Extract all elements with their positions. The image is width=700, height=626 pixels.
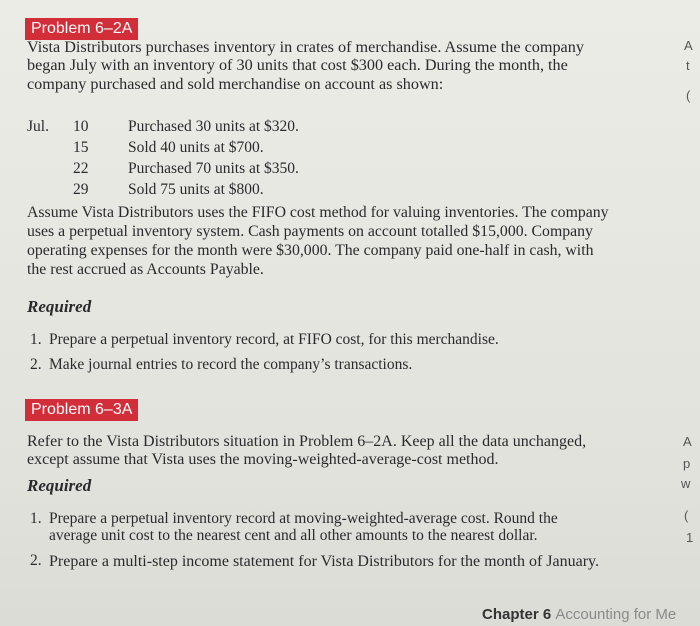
- edge-fragment: A: [683, 434, 692, 449]
- problem-6-3a-heading: Problem 6–3A: [25, 399, 138, 421]
- required-number: 2.: [30, 356, 42, 373]
- problem-6-2a-heading: Problem 6–2A: [25, 18, 138, 40]
- transaction-day: 29: [73, 181, 89, 198]
- transaction-day: 10: [73, 118, 89, 135]
- chapter-footer: [482, 606, 676, 623]
- required-heading: Required: [27, 297, 92, 316]
- edge-fragment: w: [681, 476, 691, 491]
- transaction-text: Sold 75 units at $800.: [128, 181, 264, 198]
- transaction-text: Purchased 30 units at $320.: [128, 118, 299, 135]
- intro-line: except assume that Vista uses the moving-weighted-average-cost method.: [27, 451, 499, 469]
- assume-line: operating expenses for the month were $30,000. The company paid one-half in cash, with: [27, 242, 594, 259]
- required-item-line: Prepare a perpetual inventory record at moving-weighted-average cost. Round the: [49, 510, 558, 527]
- intro-line: Vista Distributors purchases inventory in crates of merchandise. Assume the company: [27, 38, 584, 56]
- required-item-line: average unit cost to the nearest cent and all other amounts to the nearest dollar.: [49, 527, 538, 544]
- intro-line: company purchased and sold merchandise on account as shown:: [27, 74, 444, 93]
- required-number: 1.: [30, 331, 42, 348]
- required-item: Prepare a multi-step income statement for Vista Distributors for the month of January.: [49, 553, 600, 570]
- transaction-day: 22: [73, 160, 89, 177]
- transaction-text: Sold 40 units at $700.: [128, 139, 264, 156]
- intro-line: Refer to the Vista Distributors situation in Problem 6–2A. Keep all the data unchanged,: [27, 433, 587, 450]
- transaction-month: Jul.: [27, 118, 49, 135]
- transaction-text: Purchased 70 units at $350.: [128, 160, 299, 177]
- edge-fragment: p: [683, 456, 691, 471]
- required-item: [49, 510, 664, 544]
- assume-line: Assume Vista Distributors uses the FIFO cost method for valuing inventories. The company: [27, 204, 609, 221]
- edge-fragment: t: [686, 58, 690, 73]
- edge-fragment: (: [684, 508, 689, 523]
- required-item: Make journal entries to record the company’s transactions.: [49, 356, 413, 373]
- assume-line: the rest accrued as Accounts Payable.: [27, 261, 264, 278]
- problem-6-2a-intro: [27, 38, 667, 93]
- required-item: Prepare a perpetual inventory record, at FIFO cost, for this merchandise.: [49, 331, 499, 348]
- intro-line: began July with an inventory of 30 units that cost $300 each. During the month, the: [27, 56, 568, 75]
- required-number: 1.: [30, 510, 42, 527]
- required-heading: Required: [27, 476, 92, 495]
- edge-fragment: (: [686, 88, 691, 103]
- transaction-day: 15: [73, 139, 89, 156]
- problem-6-3a-intro: [27, 433, 667, 470]
- required-number: 2.: [30, 552, 42, 569]
- footer-chapter-title: Accounting for Me: [555, 606, 677, 623]
- edge-fragment: 1: [686, 530, 694, 545]
- footer-chapter: Chapter 6: [482, 606, 552, 623]
- problem-6-2a-assumptions: [27, 203, 667, 279]
- assume-line: uses a perpetual inventory system. Cash payments on account totalled $15,000. Company: [27, 223, 593, 240]
- edge-fragment: A: [684, 38, 693, 53]
